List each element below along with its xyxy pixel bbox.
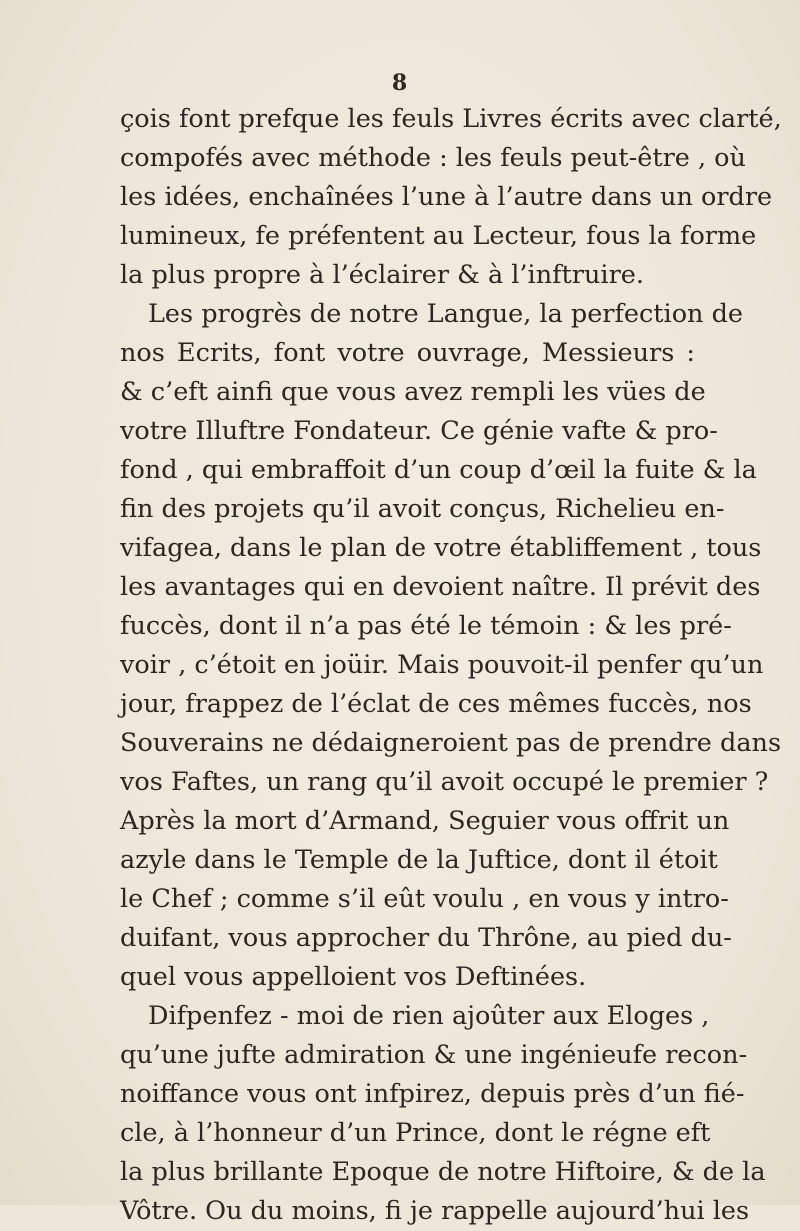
text-line: azyle dans le Temple de la Juftice, dont il étoit [120, 845, 718, 875]
text-line: Difpenfez - moi de rien ajoûter aux Eloges , [148, 1001, 710, 1031]
text-line: vos Faftes, un rang qu’il avoit occupé le premier ? [120, 767, 769, 797]
text-line: noiffance vous ont infpirez, depuis près d’un fié- [120, 1079, 745, 1109]
text-line: le Chef ; comme s’il eût voulu , en vous y intro- [120, 884, 729, 914]
text-line: duifant, vous approcher du Thrône, au pied du- [120, 923, 732, 953]
text-line: fin des projets qu’il avoit conçus, Richelieu en- [120, 494, 725, 524]
text-line: votre Illuftre Fondateur. Ce génie vafte & pro- [120, 416, 718, 446]
text-line: voir , c’étoit en joüir. Mais pouvoit-il penfer qu’un [120, 650, 764, 680]
text-line: & c’eft ainfi que vous avez rempli les vües de [120, 377, 706, 407]
text-line: Souverains ne dédaigneroient pas de prendre dans [120, 728, 782, 758]
text-line: Après la mort d’Armand, Seguier vous offrit un [120, 806, 730, 836]
page-number: 8 [391, 70, 409, 96]
text-line: les avantages qui en devoient naître. Il prévit des [120, 572, 761, 602]
text-line: compofés avec méthode : les feuls peut-être , où [120, 143, 746, 173]
text-line: les idées, enchaînées l’une à l’autre dans un ordre [120, 182, 773, 212]
text-line: vifagea, dans le plan de votre établiffement , tous [120, 533, 762, 563]
text-line: la plus brillante Epoque de notre Hiftoire, & de la [120, 1157, 766, 1187]
text-line: lumineux, fe préfentent au Lecteur, fous la forme [120, 221, 757, 251]
text-line: qu’une jufte admiration & une ingénieufe recon- [120, 1040, 748, 1070]
text-line: nos Ecrits, font votre ouvrage, Messieurs : [120, 338, 695, 368]
text-line: Les progrès de notre Langue, la perfection de [148, 299, 743, 329]
text-line: çois font prefque les feuls Livres écrits avec clarté, [120, 104, 782, 134]
text-line: la plus propre à l’éclairer & à l’inftruire. [120, 260, 644, 290]
text-line: quel vous appelloient vos Deftinées. [120, 962, 587, 992]
body-text [120, 100, 782, 1231]
text-line: jour, frappez de l’éclat de ces mêmes fuccès, nos [120, 689, 752, 719]
text-line: Vôtre. Ou du moins, fi je rappelle aujourd’hui les [120, 1196, 750, 1226]
text-line: cle, à l’honneur d’un Prince, dont le régne eft [120, 1118, 711, 1148]
text-line: fuccès, dont il n’a pas été le témoin : & les pré- [120, 611, 732, 641]
text-line: fond , qui embraffoit d’un coup d’œil la fuite & la [120, 455, 757, 485]
